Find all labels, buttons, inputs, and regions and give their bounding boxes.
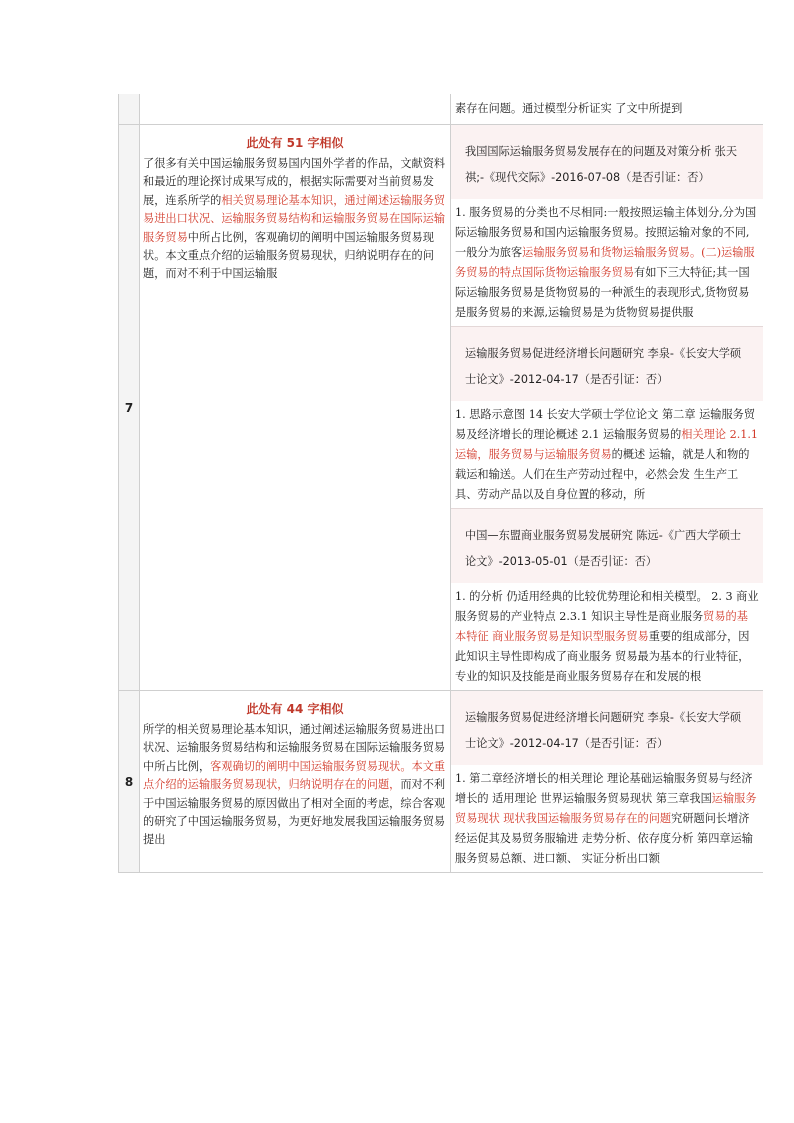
similarity-heading: 此处有 44 字相似 (246, 702, 344, 716)
source-title[interactable]: 中国—东盟商业服务贸易发展研究 陈远-《广西大学硕士论文》-2013-05-01（是否引证：否） (451, 508, 763, 583)
plain-text: 中所占比例，客观确切的阐明中国运输服务贸易现状。本文重点介绍的运输服务贸易现状，归纳说明存在的问题，而对不利于中国运输服 (143, 230, 434, 281)
table-row-7 (119, 125, 764, 691)
row-number-cell (119, 94, 140, 125)
plain-text: 了很多有关中国运输服务贸易国内国外学者的作品，文献资料和最近的理论探讨成果写成的，根据实际需要对当前贸易发展，连系所学的 (143, 157, 446, 207)
row-number-7: 7 (119, 125, 140, 691)
row-number-8: 8 (119, 691, 140, 873)
left-text-cell (140, 691, 451, 873)
table-row-8 (119, 691, 764, 873)
source-title[interactable]: 运输服务贸易促进经济增长问题研究 李泉-《长安大学硕士论文》-2012-04-17（是否引证：否） (451, 326, 763, 401)
plain-text: 所学的相关贸易理论基本知识，通过阐述运输服务贸易进出口状况、运输服务贸易结构和运输服务贸易在国际运输服务贸易中所占比例， (143, 723, 446, 773)
similarity-heading: 此处有 51 字相似 (246, 136, 344, 150)
source-excerpt: 1. 第二章经济增长的相关理论 理论基础运输服务贸易与经济增长的 适用理论 世界运输服务贸易现状 第三章我国运输服务贸易现状 现状我国运输服务贸易存在的问题究研题问长增济经运促其及易贸务服输进 走势分析、依存度分析 第四章运输服务贸易总额、进口额、 实证分析出口额 (455, 772, 757, 865)
highlighted-text: 相关贸易理论基本知识，通过阐述运输服务贸易进出口状况、运输服务贸易结构和运输服务贸易在国际运输服务贸易 (143, 193, 446, 244)
left-text-cell (140, 125, 451, 691)
left-text-cell (140, 94, 451, 125)
source-excerpt: 1. 思路示意图 14 长安大学硕士学位论文 第二章 运输服务贸易及经济增长的理论概述 2.1 运输服务贸易的相关理论 2.1.1 运输，服务贸易与运输服务贸易的概述 运输，就是人和物的载运和输送。人们在生产劳动过程中，必然会发 生生产工具、劳动产品以及自身位置的移动，所 (455, 408, 759, 501)
highlighted-text: 相关理论 2.1.1 运输，服务贸易与运输服务贸易 (455, 428, 759, 461)
right-source-cell (451, 94, 764, 125)
right-source-cell (451, 691, 764, 873)
highlighted-text: 贸易的基本特征 商业服务贸易是知识型服务贸易 (455, 610, 748, 643)
similarity-report-table (118, 94, 763, 873)
source-title[interactable]: 运输服务贸易促进经济增长问题研究 李泉-《长安大学硕士论文》-2012-04-17（是否引证：否） (451, 691, 763, 765)
highlighted-text: 运输服务贸易和货物运输服务贸易。(二)运输服务贸易的特点国际货物运输服务贸易 (455, 246, 755, 279)
source-title[interactable]: 我国国际运输服务贸易发展存在的问题及对策分析 张天祺;-《现代交际》-2016-07-08（是否引证：否） (451, 125, 763, 199)
source-excerpt: 1. 服务贸易的分类也不尽相同:一般按照运输主体划分,分为国际运输服务贸易和国内运输服务贸易。按照运输对象的不同,一般分为旅客运输服务贸易和货物运输服务贸易。(二)运输服务贸易的特点国际货物运输服务贸易有如下三大特征;其一国际运输服务贸易是货物贸易的一种派生的表现形式,货物贸易是服务贸易的来源,运输贸易是为货物贸易提供服 (455, 206, 757, 319)
source-excerpt: 素存在问题。通过模型分析证实 了文中所提到 (455, 102, 683, 115)
highlighted-text: 运输服务贸易现状 现状我国运输服务贸易存在的问题 (455, 792, 757, 825)
source-excerpt: 1. 的分析 仍适用经典的比较优势理论和相关模型。 2. 3 商业服务贸易的产业特点 2.3.1 知识主导性是商业服务贸易的基本特征 商业服务贸易是知识型服务贸易重要的组成部分，因此知识主导性即构成了商业服务 贸易最为基本的行业特征，专业的知识及技能是商业服务贸易存在和发展的根 (455, 590, 759, 683)
submitted-text (140, 721, 450, 850)
table-row-continuation (119, 94, 764, 125)
right-source-cell (451, 125, 764, 691)
plain-text: 而对不利于中国运输服务贸易的原因做出了相对全面的考虑，综合客观的研究了中国运输服务贸易，为更好地发展我国运输服务贸易提出 (143, 778, 446, 847)
submitted-text (140, 155, 450, 284)
highlighted-text: 客观确切的阐明中国运输服务贸易现状。本文重点介绍的运输服务贸易现状，归纳说明存在的问题， (143, 759, 446, 792)
